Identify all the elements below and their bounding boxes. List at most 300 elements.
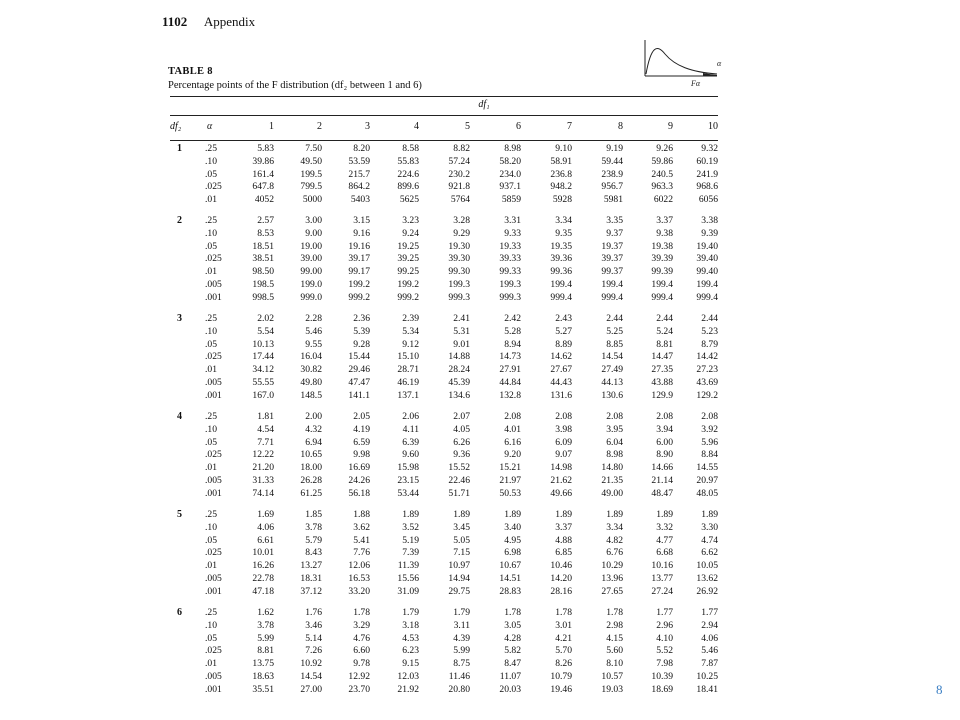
- table-cell: 2.44: [656, 313, 673, 324]
- table-cell: 19.00: [300, 240, 322, 252]
- table-cell: 27.49: [601, 364, 623, 376]
- table-cell: 167.0: [252, 389, 274, 401]
- table-cell: 3.23: [402, 215, 419, 226]
- table-cell: 27.23: [696, 364, 718, 376]
- table-cell: 8.79: [701, 338, 718, 350]
- table-cell: 1.81: [257, 411, 274, 422]
- table-cell: 23.15: [397, 475, 419, 486]
- alpha-value: .10: [205, 423, 217, 435]
- table-cell: 99.17: [348, 266, 370, 278]
- table-cell: 899.6: [397, 181, 419, 193]
- table-cell: 9.38: [656, 227, 673, 239]
- table-cell: 5403: [350, 194, 370, 206]
- table-cell: 26.92: [696, 585, 718, 597]
- table-cell: 14.51: [499, 573, 521, 584]
- table-cell: 137.1: [397, 389, 419, 401]
- table-cell: 55.83: [397, 155, 419, 167]
- table-cell: 11.07: [499, 671, 521, 682]
- table-cell: 14.88: [448, 351, 470, 363]
- alpha-value: .025: [205, 645, 222, 657]
- table-cell: 6.23: [402, 645, 419, 657]
- table-cell: 4.53: [402, 632, 419, 644]
- table-cell: 13.27: [300, 560, 322, 572]
- table-cell: 39.86: [252, 155, 274, 167]
- table-cell: 2.41: [453, 313, 470, 324]
- table-cell: 9.00: [305, 227, 322, 239]
- table-cell: 21.62: [550, 475, 572, 486]
- table-cell: 55.55: [252, 377, 274, 388]
- table-cell: 199.3: [448, 279, 470, 290]
- table-cell: 3.30: [701, 521, 718, 533]
- table-cell: 1.89: [606, 509, 623, 520]
- table-cell: 27.67: [550, 364, 572, 376]
- alpha-value: .25: [205, 411, 217, 422]
- table-cell: 864.2: [348, 181, 370, 193]
- table-cell: 9.78: [353, 658, 370, 670]
- table-cell: 240.5: [651, 168, 673, 180]
- table-cell: 5.70: [555, 645, 572, 657]
- table-top-rule: [170, 96, 718, 97]
- table-cell: 31.33: [252, 475, 274, 486]
- alpha-value: .05: [205, 240, 217, 252]
- table-cell: 9.36: [453, 449, 470, 461]
- table-cell: 4.11: [402, 423, 419, 435]
- table-cell: 5.99: [453, 645, 470, 657]
- table-cell: 3.34: [606, 521, 623, 533]
- table-cell: 9.12: [402, 338, 419, 350]
- table-cell: 3.05: [504, 619, 521, 631]
- alpha-value: .01: [205, 560, 217, 572]
- table-cell: 4.15: [606, 632, 623, 644]
- table-cell: 1.62: [257, 607, 274, 618]
- table-cell: 10.16: [651, 560, 673, 572]
- table-cell: 1.78: [353, 607, 370, 618]
- table-cell: 4.06: [257, 521, 274, 533]
- table-cell: 1.77: [701, 607, 718, 618]
- df1-column-header: 9: [668, 121, 673, 132]
- table-cell: 5.60: [606, 645, 623, 657]
- df2-row-label: 3: [177, 313, 182, 324]
- table-cell: 1.76: [305, 607, 322, 618]
- table-cell: 132.8: [499, 389, 521, 401]
- table-cell: 1.78: [606, 607, 623, 618]
- table-cell: 9.37: [606, 227, 623, 239]
- table-cell: 3.40: [504, 521, 521, 533]
- table-cell: 21.20: [252, 462, 274, 474]
- table-cell: 4.05: [453, 423, 470, 435]
- table-cell: 3.28: [453, 215, 470, 226]
- table-cell: 5.28: [504, 325, 521, 337]
- table-cell: 15.10: [397, 351, 419, 363]
- table-cell: 8.85: [606, 338, 623, 350]
- table-cell: 9.60: [402, 449, 419, 461]
- table-cell: 7.71: [257, 436, 274, 448]
- df1-column-header: 4: [414, 121, 419, 132]
- table-cell: 199.5: [300, 168, 322, 180]
- table-cell: 39.37: [601, 253, 623, 265]
- table-cell: 59.86: [651, 155, 673, 167]
- alpha-value: .10: [205, 155, 217, 167]
- alpha-value: .025: [205, 547, 222, 559]
- table-cell: 15.21: [499, 462, 521, 474]
- table-cell: 199.4: [550, 279, 572, 290]
- alpha-value: .001: [205, 389, 222, 401]
- table-cell: 8.58: [402, 143, 419, 154]
- table-cell: 39.25: [397, 253, 419, 265]
- table-cell: 7.39: [402, 547, 419, 559]
- table-cell: 215.7: [348, 168, 370, 180]
- table-cell: 6.39: [402, 436, 419, 448]
- table-cell: 6.68: [656, 547, 673, 559]
- table-cell: 129.2: [696, 389, 718, 401]
- table-cell: 1.89: [656, 509, 673, 520]
- table-cell: 4.76: [353, 632, 370, 644]
- table-cell: 59.44: [601, 155, 623, 167]
- table-cell: 8.94: [504, 338, 521, 350]
- alpha-value: .025: [205, 181, 222, 193]
- table-cell: 9.55: [305, 338, 322, 350]
- table-cell: 35.51: [252, 683, 274, 695]
- alpha-value: .01: [205, 658, 217, 670]
- table-cell: 2.44: [606, 313, 623, 324]
- df2-row-label: 2: [177, 215, 182, 226]
- table-cell: 3.00: [305, 215, 322, 226]
- table-cell: 6.59: [353, 436, 370, 448]
- alpha-value: .05: [205, 436, 217, 448]
- table-cell: 21.14: [651, 475, 673, 486]
- table-cell: 799.5: [300, 181, 322, 193]
- table-cell: 11.39: [397, 560, 419, 572]
- table-cell: 6.04: [606, 436, 623, 448]
- table-cell: 27.35: [651, 364, 673, 376]
- alpha-value: .005: [205, 573, 222, 584]
- alpha-value: .025: [205, 351, 222, 363]
- df1-column-header: 7: [567, 121, 572, 132]
- table-cell: 199.0: [300, 279, 322, 290]
- table-cell: 4.01: [504, 423, 521, 435]
- alpha-value: .25: [205, 215, 217, 226]
- table-cell: 39.00: [300, 253, 322, 265]
- table-cell: 5.82: [504, 645, 521, 657]
- alpha-value: .05: [205, 338, 217, 350]
- table-cell: 30.82: [300, 364, 322, 376]
- table-cell: 1.89: [701, 509, 718, 520]
- alpha-value: .01: [205, 266, 217, 278]
- table-cell: 3.94: [656, 423, 673, 435]
- table-cell: 7.15: [453, 547, 470, 559]
- table-cell: 199.4: [651, 279, 673, 290]
- table-cell: 99.39: [651, 266, 673, 278]
- table-cell: 14.20: [550, 573, 572, 584]
- table-cell: 937.1: [499, 181, 521, 193]
- table-cell: 5625: [399, 194, 419, 206]
- alpha-value: .001: [205, 585, 222, 597]
- table-cell: 8.98: [606, 449, 623, 461]
- df1-column-header: 1: [269, 121, 274, 132]
- table-cell: 6.94: [305, 436, 322, 448]
- df2-row-label: 6: [177, 607, 182, 618]
- table-cell: 19.37: [601, 240, 623, 252]
- table-cell: 22.46: [448, 475, 470, 486]
- table-cell: 2.94: [701, 619, 718, 631]
- table-cell: 14.73: [499, 351, 521, 363]
- table-cell: 5.14: [305, 632, 322, 644]
- table-cell: 5.34: [402, 325, 419, 337]
- table-cell: 38.51: [252, 253, 274, 265]
- alpha-column-header: α: [207, 121, 213, 132]
- table-cell: 10.05: [696, 560, 718, 572]
- table-cell: 999.4: [651, 291, 673, 303]
- table-cell: 13.62: [696, 573, 718, 584]
- table-cell: 10.79: [550, 671, 572, 682]
- table-cell: 5981: [603, 194, 623, 206]
- table-cell: 9.15: [402, 658, 419, 670]
- table-cell: 999.3: [448, 291, 470, 303]
- table-cell: 9.24: [402, 227, 419, 239]
- table-cell: 6.26: [453, 436, 470, 448]
- table-cell: 51.71: [448, 487, 470, 499]
- table-cell: 28.71: [397, 364, 419, 376]
- table-cell: 5.99: [257, 632, 274, 644]
- alpha-value: .10: [205, 325, 217, 337]
- table-cell: 74.14: [252, 487, 274, 499]
- table-cell: 7.26: [305, 645, 322, 657]
- table-cell: 2.02: [257, 313, 274, 324]
- alpha-value: .005: [205, 279, 222, 290]
- alpha-value: .25: [205, 143, 217, 154]
- table-cell: 19.03: [601, 683, 623, 695]
- table-cell: 19.25: [397, 240, 419, 252]
- page-header: [162, 14, 255, 30]
- table-cell: 2.42: [504, 313, 521, 324]
- table-cell: 99.40: [696, 266, 718, 278]
- table-cell: 33.20: [348, 585, 370, 597]
- section-title: Appendix: [203, 14, 256, 29]
- table-cell: 14.55: [696, 462, 718, 474]
- table-cell: 49.50: [300, 155, 322, 167]
- table-cell: 39.36: [550, 253, 572, 265]
- table-cell: 3.98: [555, 423, 572, 435]
- table-cell: 13.75: [252, 658, 274, 670]
- table-cell: 22.78: [252, 573, 274, 584]
- table-cell: 4.10: [656, 632, 673, 644]
- table-cell: 5.23: [701, 325, 718, 337]
- table-cell: 44.84: [499, 377, 521, 388]
- table-cell: 5.05: [453, 534, 470, 546]
- table-cell: 5.79: [305, 534, 322, 546]
- table-cell: 9.26: [656, 143, 673, 154]
- table-cell: 141.1: [348, 389, 370, 401]
- table-cell: 199.4: [601, 279, 623, 290]
- df2-row-label: 4: [177, 411, 182, 422]
- table-cell: 28.83: [499, 585, 521, 597]
- table-cell: 2.00: [305, 411, 322, 422]
- table-cell: 20.03: [499, 683, 521, 695]
- table-cell: 199.2: [397, 279, 419, 290]
- table-cell: 224.6: [397, 168, 419, 180]
- table-cell: 5928: [552, 194, 572, 206]
- table-cell: 23.70: [348, 683, 370, 695]
- table-cell: 15.98: [397, 462, 419, 474]
- table-cell: 3.11: [453, 619, 470, 631]
- table-cell: 12.03: [397, 671, 419, 682]
- table-cell: 8.10: [606, 658, 623, 670]
- table-cell: 44.13: [601, 377, 623, 388]
- table-cell: 199.2: [348, 279, 370, 290]
- table-cell: 647.8: [252, 181, 274, 193]
- table-cell: 58.91: [550, 155, 572, 167]
- table-cell: 3.37: [656, 215, 673, 226]
- table-cell: 3.62: [353, 521, 370, 533]
- table-cell: 3.95: [606, 423, 623, 435]
- table-cell: 968.6: [696, 181, 718, 193]
- table-cell: 18.69: [651, 683, 673, 695]
- df1-label: df₁: [478, 99, 490, 110]
- table-cell: 19.16: [348, 240, 370, 252]
- table-cell: 14.42: [696, 351, 718, 363]
- df1-column-header: 2: [317, 121, 322, 132]
- table-cell: 1.89: [555, 509, 572, 520]
- table-cell: 9.10: [555, 143, 572, 154]
- table-cell: 48.05: [696, 487, 718, 499]
- table-cell: 4052: [254, 194, 274, 206]
- table-cell: 6.09: [555, 436, 572, 448]
- table-cell: 4.95: [504, 534, 521, 546]
- table-cell: 3.29: [353, 619, 370, 631]
- table-cell: 5.39: [353, 325, 370, 337]
- table-cell: 47.47: [348, 377, 370, 388]
- table-cell: 236.8: [550, 168, 572, 180]
- table-cell: 999.4: [550, 291, 572, 303]
- table-cell: 7.76: [353, 547, 370, 559]
- table-cell: 13.96: [601, 573, 623, 584]
- table-cell: 1.89: [504, 509, 521, 520]
- table-cell: 1.89: [402, 509, 419, 520]
- table-cell: 8.75: [453, 658, 470, 670]
- table-cell: 6.76: [606, 547, 623, 559]
- table-cell: 8.26: [555, 658, 572, 670]
- table-cell: 15.44: [348, 351, 370, 363]
- curve-f-alpha-label: Fα: [691, 79, 701, 88]
- table-cell: 3.78: [305, 521, 322, 533]
- table-cell: 14.80: [601, 462, 623, 474]
- alpha-value: .10: [205, 521, 217, 533]
- table-cell: 37.12: [300, 585, 322, 597]
- table-cell: 199.3: [499, 279, 521, 290]
- table-cell: 5.31: [453, 325, 470, 337]
- table-cell: 134.6: [448, 389, 470, 401]
- table-cell: 1.85: [305, 509, 322, 520]
- table-cell: 2.96: [656, 619, 673, 631]
- table-cell: 19.35: [550, 240, 572, 252]
- table-cell: 5.41: [353, 534, 370, 546]
- table-cell: 4.54: [257, 423, 274, 435]
- table-cell: 19.38: [651, 240, 673, 252]
- table-cell: 10.92: [300, 658, 322, 670]
- table-cell: 238.9: [601, 168, 623, 180]
- alpha-value: .05: [205, 534, 217, 546]
- table-cell: 49.00: [601, 487, 623, 499]
- table-cell: 1.89: [453, 509, 470, 520]
- table-cell: 3.78: [257, 619, 274, 631]
- table-cell: 10.39: [651, 671, 673, 682]
- table-cell: 4.74: [701, 534, 718, 546]
- table-cell: 161.4: [252, 168, 274, 180]
- table-cell: 12.92: [348, 671, 370, 682]
- table-cell: 49.80: [300, 377, 322, 388]
- table-cell: 999.4: [601, 291, 623, 303]
- table-header-rule: [170, 140, 718, 141]
- table-cell: 99.00: [300, 266, 322, 278]
- table-cell: 5.96: [701, 436, 718, 448]
- alpha-value: .05: [205, 632, 217, 644]
- table-cell: 8.84: [701, 449, 718, 461]
- table-cell: 956.7: [601, 181, 623, 193]
- f-distribution-curve-icon: [643, 40, 723, 88]
- table-cell: 2.98: [606, 619, 623, 631]
- table-cell: 2.57: [257, 215, 274, 226]
- table-cell: 10.13: [252, 338, 274, 350]
- table-cell: 8.98: [504, 143, 521, 154]
- table-cell: 3.37: [555, 521, 572, 533]
- table-cell: 14.66: [651, 462, 673, 474]
- table-cell: 11.46: [448, 671, 470, 682]
- table-cell: 2.39: [402, 313, 419, 324]
- df2-column-header: df₂: [170, 121, 182, 132]
- table-cell: 9.19: [606, 143, 623, 154]
- table-cell: 148.5: [300, 389, 322, 401]
- table-cell: 2.07: [453, 411, 470, 422]
- df1-column-header: 5: [465, 121, 470, 132]
- table-cell: 2.08: [606, 411, 623, 422]
- page-number: 1102: [162, 14, 188, 29]
- table-cell: 1.78: [504, 607, 521, 618]
- table-cell: 4.32: [305, 423, 322, 435]
- table-cell: 8.47: [504, 658, 521, 670]
- table-cell: 2.08: [555, 411, 572, 422]
- table-cell: 27.91: [499, 364, 521, 376]
- table-cell: 3.38: [701, 215, 718, 226]
- table-cell: 13.77: [651, 573, 673, 584]
- table-cell: 948.2: [550, 181, 572, 193]
- table-cell: 10.46: [550, 560, 572, 572]
- table-cell: 10.65: [300, 449, 322, 461]
- table-cell: 3.31: [504, 215, 521, 226]
- table-cell: 130.6: [601, 389, 623, 401]
- table-cell: 58.20: [499, 155, 521, 167]
- table-cell: 12.06: [348, 560, 370, 572]
- table-cell: 19.33: [499, 240, 521, 252]
- table-cell: 8.89: [555, 338, 572, 350]
- table-cell: 53.44: [397, 487, 419, 499]
- table-cell: 3.18: [402, 619, 419, 631]
- table-cell: 6022: [653, 194, 673, 206]
- table-cell: 5764: [450, 194, 470, 206]
- table-cell: 129.9: [651, 389, 673, 401]
- table-cell: 99.33: [499, 266, 521, 278]
- table-cell: 6.16: [504, 436, 521, 448]
- table-cell: 4.21: [555, 632, 572, 644]
- table-cell: 18.31: [300, 573, 322, 584]
- table-cell: 10.29: [601, 560, 623, 572]
- table-cell: 2.36: [353, 313, 370, 324]
- table-cell: 99.37: [601, 266, 623, 278]
- alpha-value: .025: [205, 253, 222, 265]
- table-cell: 57.24: [448, 155, 470, 167]
- alpha-value: .05: [205, 168, 217, 180]
- table-cell: 8.20: [353, 143, 370, 154]
- alpha-value: .005: [205, 671, 222, 682]
